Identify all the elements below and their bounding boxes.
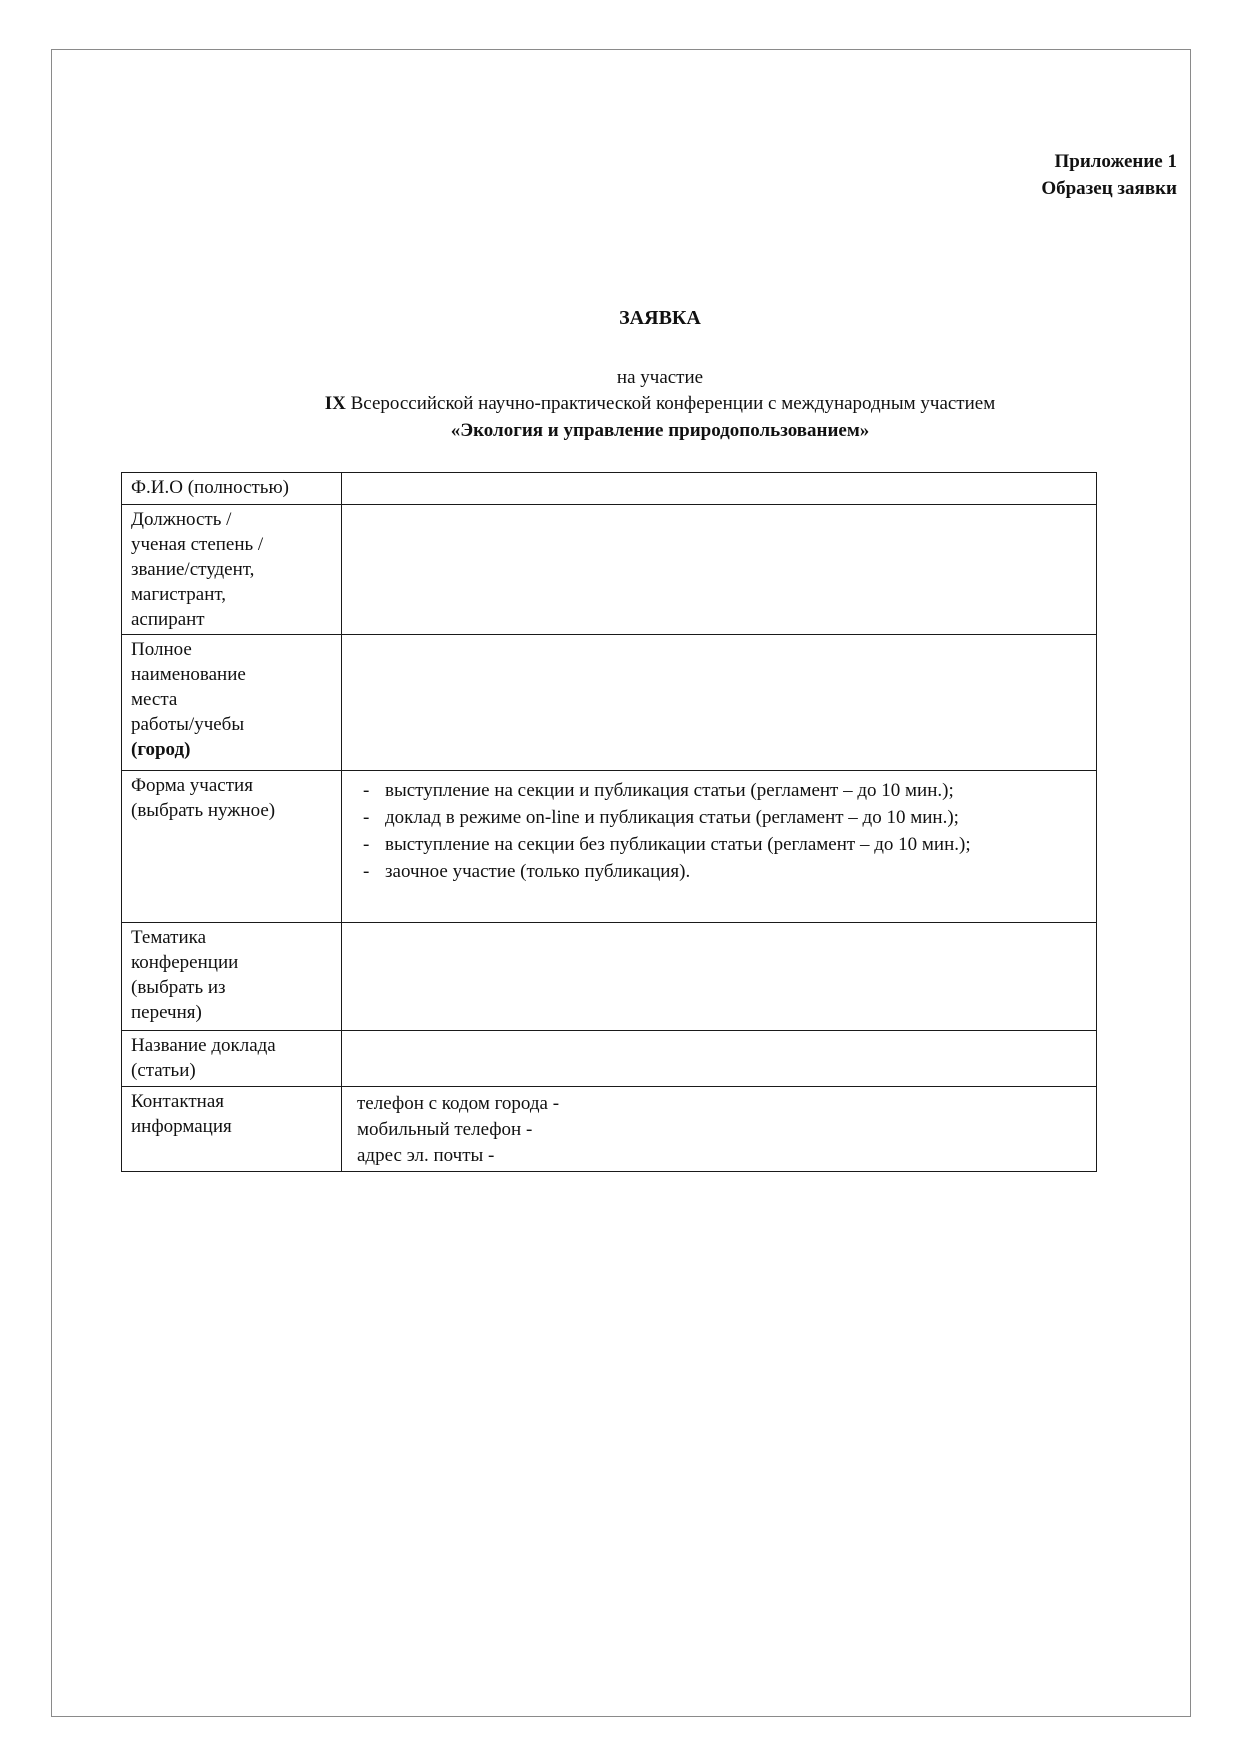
conference-name: «Экология и управление природопользованием» xyxy=(450,420,870,441)
label-line-city-bold: (город) xyxy=(131,739,191,760)
value-cell-report-title xyxy=(342,1031,1097,1087)
list-item-text: выступление на секции без публикации статьи (регламент – до 10 мин.); xyxy=(385,834,971,855)
doc-title: ЗАЯВКА xyxy=(619,307,701,329)
label-line: Тематика xyxy=(131,927,206,948)
dash-bullet: - xyxy=(363,834,370,855)
value-cell-fio xyxy=(342,473,1097,505)
participation-line: на участие xyxy=(616,367,704,388)
label-line: места xyxy=(131,689,178,710)
list-item-text: заочное участие (только публикация). xyxy=(385,861,691,882)
label-line: Ф.И.О (полностью) xyxy=(131,477,289,498)
label-line: (выбрать из xyxy=(131,977,226,998)
table-row-workplace xyxy=(122,635,1097,771)
conference-title-rest: Всероссийской научно-практической конференции с международным участием xyxy=(345,393,996,414)
contact-line-phone: телефон с кодом города - xyxy=(357,1093,560,1114)
label-line: звание/студент, xyxy=(131,559,255,580)
list-item xyxy=(351,858,1090,885)
list-item-text: доклад в режиме on-line и публикация статьи (регламент – до 10 мин.); xyxy=(385,807,959,828)
participation-options-list xyxy=(351,773,1090,885)
conference-title-line xyxy=(80,392,1240,416)
list-item xyxy=(351,804,1090,831)
table-row-fio xyxy=(122,473,1097,505)
dash-bullet: - xyxy=(363,780,370,801)
label-cell-position xyxy=(122,505,342,635)
value-cell-participation-form xyxy=(342,771,1097,923)
list-item-text: выступление на секции и публикация статьи (регламент – до 10 мин.); xyxy=(385,780,954,801)
label-cell-participation-form xyxy=(122,771,342,923)
contact-line-email: адрес эл. почты - xyxy=(357,1145,495,1166)
table-row-position xyxy=(122,505,1097,635)
value-cell-workplace xyxy=(342,635,1097,771)
label-cell-topic xyxy=(122,923,342,1031)
annex-label xyxy=(1041,148,1177,202)
value-cell-position xyxy=(342,505,1097,635)
label-line: (статьи) xyxy=(131,1060,196,1081)
label-line: информация xyxy=(131,1116,232,1137)
label-line: конференции xyxy=(131,952,239,973)
dash-bullet: - xyxy=(363,807,370,828)
label-cell-report-title xyxy=(122,1031,342,1087)
contact-line-mobile: мобильный телефон - xyxy=(357,1119,533,1140)
table-row-participation-form xyxy=(122,771,1097,923)
label-line: (выбрать нужное) xyxy=(131,800,276,821)
list-item xyxy=(351,831,1090,858)
label-line: магистрант, xyxy=(131,584,226,605)
label-cell-contact-info xyxy=(122,1087,342,1172)
label-line: наименование xyxy=(131,664,246,685)
table-row-report-title xyxy=(122,1031,1097,1087)
list-item xyxy=(351,777,1090,804)
conference-number: IX xyxy=(324,393,346,414)
annex-line-1: Приложение 1 xyxy=(1054,151,1177,172)
contact-lines xyxy=(351,1089,1090,1169)
application-table xyxy=(121,472,1097,1172)
label-line: ученая степень / xyxy=(131,534,264,555)
label-line: перечня) xyxy=(131,1002,202,1023)
label-cell-fio xyxy=(122,473,342,505)
label-line: Название доклада xyxy=(131,1035,276,1056)
annex-line-2: Образец заявки xyxy=(1041,178,1177,199)
label-line: аспирант xyxy=(131,609,205,630)
table-row-topic xyxy=(122,923,1097,1031)
label-line: Форма участия xyxy=(131,775,253,796)
value-cell-contact-info xyxy=(342,1087,1097,1172)
label-line: Контактная xyxy=(131,1091,224,1112)
dash-bullet: - xyxy=(363,861,370,882)
label-line: Полное xyxy=(131,639,192,660)
value-cell-topic xyxy=(342,923,1097,1031)
table-row-contact-info xyxy=(122,1087,1097,1172)
label-cell-workplace xyxy=(122,635,342,771)
label-line: Должность / xyxy=(131,509,232,530)
label-line: работы/учебы xyxy=(131,714,245,735)
